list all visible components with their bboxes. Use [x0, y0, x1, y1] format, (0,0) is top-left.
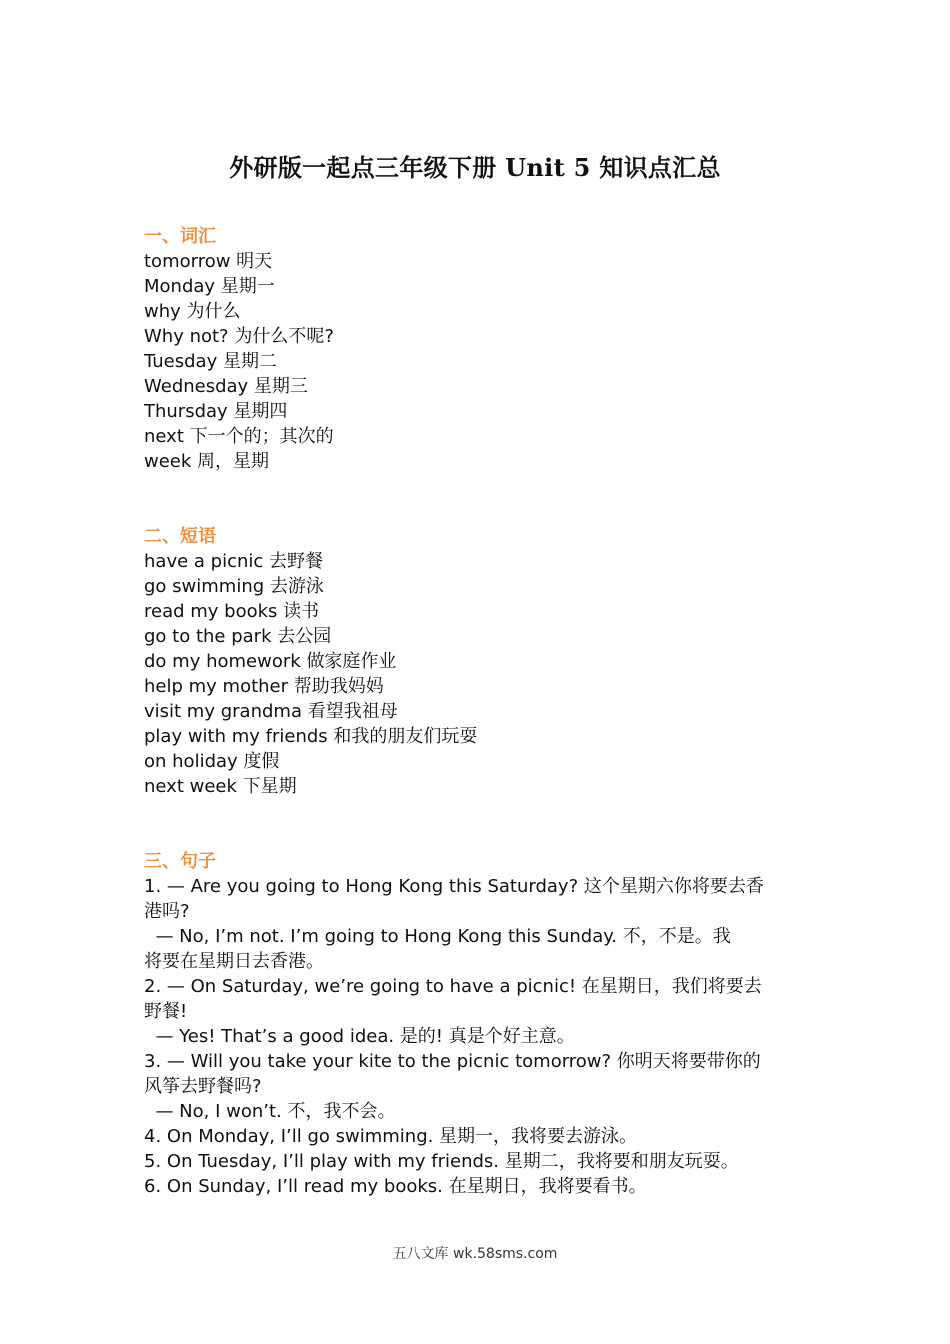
- vocab-line: Thursday 星期四: [144, 401, 288, 422]
- section-heading-sentences: 三、句子: [144, 851, 216, 872]
- phrase-line: help my mother 帮助我妈妈: [144, 676, 384, 697]
- document-body: [144, 224, 816, 1199]
- sentence-line: 6. On Sunday, I’ll read my books. 在星期日，我将要看书。: [144, 1176, 647, 1197]
- phrase-line: go swimming 去游泳: [144, 576, 324, 597]
- sentence-line: 1. — Are you going to Hong Kong this Saturday? 这个星期六你将要去香: [144, 876, 764, 897]
- vocab-line: Wednesday 星期三: [144, 376, 308, 397]
- sentence-line: — No, I’m not. I’m going to Hong Kong this Sunday. 不，不是。我: [144, 926, 731, 947]
- phrase-line: do my homework 做家庭作业: [144, 651, 397, 672]
- vocab-line: Monday 星期一: [144, 276, 275, 297]
- phrase-line: go to the park 去公园: [144, 626, 332, 647]
- sentence-line: 4. On Monday, I’ll go swimming. 星期一，我将要去游泳。: [144, 1126, 638, 1147]
- page-title: 外研版一起点三年级下册 Unit 5 知识点汇总: [229, 153, 721, 182]
- vocab-line: next 下一个的；其次的: [144, 426, 334, 447]
- sentence-line: 3. — Will you take your kite to the picnic tomorrow? 你明天将要带你的: [144, 1051, 761, 1072]
- section-heading-phrases: 二、短语: [144, 526, 216, 547]
- vocab-line: Tuesday 星期二: [144, 351, 277, 372]
- phrase-line: visit my grandma 看望我祖母: [144, 701, 398, 722]
- phrase-line: play with my friends 和我的朋友们玩耍: [144, 726, 478, 747]
- vocab-line: why 为什么: [144, 301, 241, 322]
- sentence-line: 2. — On Saturday, we’re going to have a picnic! 在星期日，我们将要去: [144, 976, 762, 997]
- sentence-line: 5. On Tuesday, I’ll play with my friends. 星期二，我将要和朋友玩耍。: [144, 1151, 739, 1172]
- vocab-line: Why not? 为什么不呢?: [144, 326, 334, 347]
- page-footer: 五八文库 wk.58sms.com: [392, 1246, 558, 1262]
- phrase-line: have a picnic 去野餐: [144, 551, 323, 572]
- vocab-line: week 周，星期: [144, 451, 270, 472]
- section-spacer: [144, 799, 816, 849]
- phrase-line: on holiday 度假: [144, 751, 280, 772]
- sentence-line: 港吗?: [144, 901, 190, 922]
- phrase-line: next week 下星期: [144, 776, 297, 797]
- section-spacer: [144, 474, 816, 524]
- vocab-line: tomorrow 明天: [144, 251, 273, 272]
- sentence-line: 将要在星期日去香港。: [144, 951, 324, 972]
- phrase-line: read my books 读书: [144, 601, 320, 622]
- sentence-line: — Yes! That’s a good idea. 是的! 真是个好主意。: [144, 1026, 575, 1047]
- section-heading-vocabulary: 一、词汇: [144, 226, 216, 247]
- sentence-line: — No, I won’t. 不，我不会。: [144, 1101, 396, 1122]
- sentence-line: 野餐!: [144, 1001, 188, 1022]
- sentence-line: 风筝去野餐吗?: [144, 1076, 262, 1097]
